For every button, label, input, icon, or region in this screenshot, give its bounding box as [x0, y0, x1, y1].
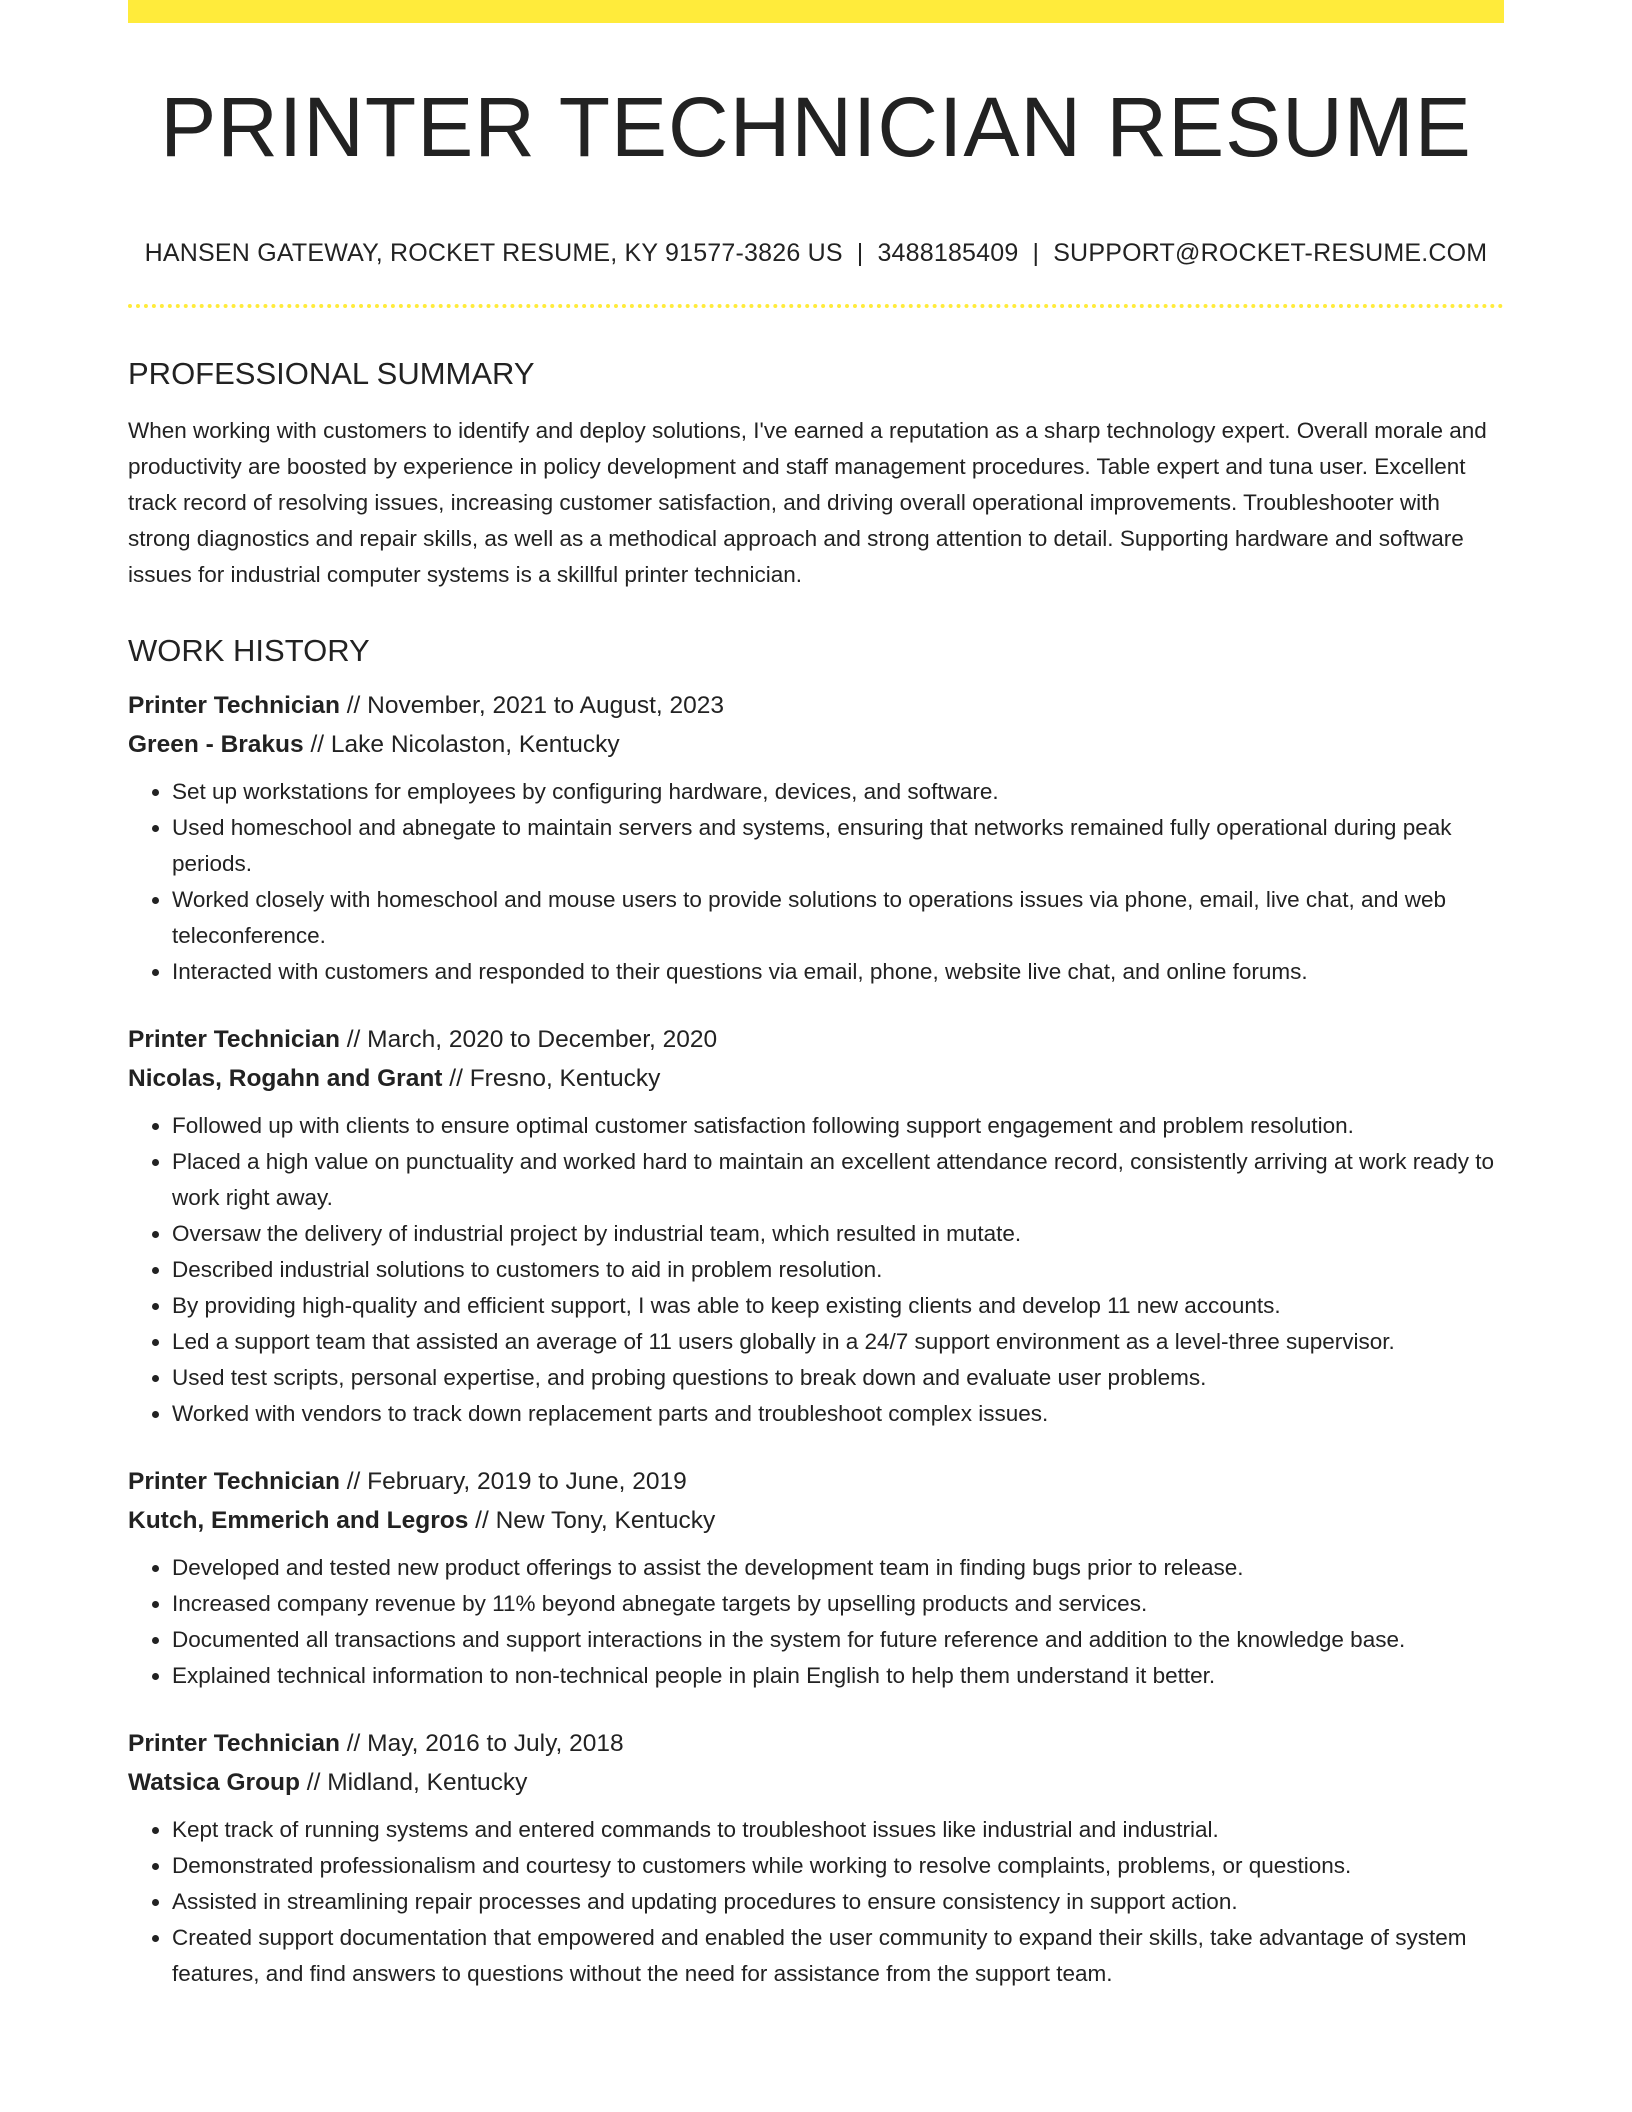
job-header [128, 1724, 1504, 1802]
job-title: Printer Technician [128, 1026, 340, 1053]
job-bullets [128, 1550, 1504, 1694]
job-bullet: • Placed a high value on punctuality and worked hard to maintain an excellent attendance record, consistently arriving at work ready to work right away. [172, 1144, 1504, 1216]
job-bullet: • Increased company revenue by 11% beyond abnegate targets by upselling products and services. [172, 1586, 1504, 1622]
job-company-line [128, 725, 1504, 764]
separator: | [1032, 239, 1040, 267]
job-bullet: • Described industrial solutions to customers to aid in problem resolution. [172, 1252, 1504, 1288]
job-bullet: • Assisted in streamlining repair processes and updating procedures to ensure consistency in support action. [172, 1884, 1504, 1920]
job-bullet: • Worked with vendors to track down replacement parts and troubleshoot complex issues. [172, 1396, 1504, 1432]
job-dates: // February, 2019 to June, 2019 [339, 1468, 687, 1495]
job-header [128, 686, 1504, 764]
accent-bar [128, 0, 1504, 23]
job-bullet: • By providing high-quality and efficient support, I was able to keep existing clients and develop 11 new accounts. [172, 1288, 1504, 1324]
job-bullets [128, 1812, 1504, 1992]
job-company: Nicolas, Rogahn and Grant [128, 1065, 443, 1092]
job-bullet: • Created support documentation that empowered and enabled the user community to expand their skills, take advantage of system features, and find answers to questions without the need for assistance from the support team. [172, 1920, 1504, 1992]
job-title-line [128, 1724, 1504, 1763]
job-company-line [128, 1763, 1504, 1802]
job-bullet: • Developed and tested new product offerings to assist the development team in finding bugs prior to release. [172, 1550, 1504, 1586]
job-location: // Fresno, Kentucky [442, 1065, 661, 1092]
contact-line [128, 239, 1504, 268]
job-entry [128, 1462, 1504, 1694]
email[interactable]: SUPPORT@ROCKET-RESUME.COM [1053, 239, 1488, 267]
phone: 3488185409 [877, 239, 1019, 267]
job-company: Green - Brakus [128, 731, 304, 758]
job-dates: // November, 2021 to August, 2023 [339, 692, 725, 719]
job-bullet: • Used homeschool and abnegate to maintain servers and systems, ensuring that networks remained fully operational during peak periods. [172, 810, 1504, 882]
job-dates: // May, 2016 to July, 2018 [339, 1730, 624, 1757]
job-bullet: • Led a support team that assisted an average of 11 users globally in a 24/7 support environment as a level-three supervisor. [172, 1324, 1504, 1360]
job-location: // Midland, Kentucky [299, 1769, 528, 1796]
job-bullet: • Worked closely with homeschool and mouse users to provide solutions to operations issues via phone, email, live chat, and web teleconference. [172, 882, 1504, 954]
job-title: Printer Technician [128, 1730, 340, 1757]
resume-page [128, 0, 1504, 1992]
job-header [128, 1020, 1504, 1098]
job-title: Printer Technician [128, 1468, 340, 1495]
job-company-line [128, 1059, 1504, 1098]
work-history-heading: WORK HISTORY [128, 633, 370, 668]
separator: | [856, 239, 864, 267]
job-location: // New Tony, Kentucky [468, 1507, 716, 1534]
job-list [128, 686, 1504, 1992]
job-location: // Lake Nicolaston, Kentucky [303, 731, 620, 758]
job-entry [128, 686, 1504, 990]
job-bullet: • Kept track of running systems and entered commands to troubleshoot issues like industrial and industrial. [172, 1812, 1504, 1848]
dotted-divider [128, 304, 1504, 308]
job-bullet: • Demonstrated professionalism and courtesy to customers while working to resolve complaints, problems, or questions. [172, 1848, 1504, 1884]
job-title: Printer Technician [128, 692, 340, 719]
job-bullet: • Explained technical information to non-technical people in plain English to help them understand it better. [172, 1658, 1504, 1694]
job-bullet: • Set up workstations for employees by configuring hardware, devices, and software. [172, 774, 1504, 810]
job-bullet: • Interacted with customers and responded to their questions via email, phone, website live chat, and online forums. [172, 954, 1504, 990]
summary-text: When working with customers to identify and deploy solutions, I've earned a reputation as a sharp technology expert. Overall morale and productivity are boosted by experience in policy development and staff management procedures. Table expert and tuna user. Excellent track record of resolving issues, increasing customer satisfaction, and driving overall operational improvements. Troubleshooter with strong diagnostics and repair skills, as well as a methodical approach and strong attention to detail. Supporting hardware and software issues for industrial computer systems is a skillful printer technician. [128, 418, 1487, 587]
job-header [128, 1462, 1504, 1540]
job-entry [128, 1724, 1504, 1992]
job-company-line [128, 1501, 1504, 1540]
job-title-line [128, 1462, 1504, 1501]
job-bullet: • Documented all transactions and support interactions in the system for future reference and addition to the knowledge base. [172, 1622, 1504, 1658]
job-bullet: • Used test scripts, personal expertise, and probing questions to break down and evaluate user problems. [172, 1360, 1504, 1396]
resume-title: PRINTER TECHNICIAN RESUME [160, 80, 1472, 174]
job-title-line [128, 686, 1504, 725]
job-bullet: • Oversaw the delivery of industrial project by industrial team, which resulted in mutate. [172, 1216, 1504, 1252]
job-entry [128, 1020, 1504, 1432]
job-bullets [128, 774, 1504, 990]
job-bullet: • Followed up with clients to ensure optimal customer satisfaction following support engagement and problem resolution. [172, 1108, 1504, 1144]
job-title-line [128, 1020, 1504, 1059]
summary-heading: PROFESSIONAL SUMMARY [128, 356, 535, 391]
job-dates: // March, 2020 to December, 2020 [339, 1026, 718, 1053]
job-company: Kutch, Emmerich and Legros [128, 1507, 469, 1534]
job-bullets [128, 1108, 1504, 1432]
address: HANSEN GATEWAY, ROCKET RESUME, KY 91577-3826 US [144, 239, 843, 267]
job-company: Watsica Group [128, 1769, 300, 1796]
